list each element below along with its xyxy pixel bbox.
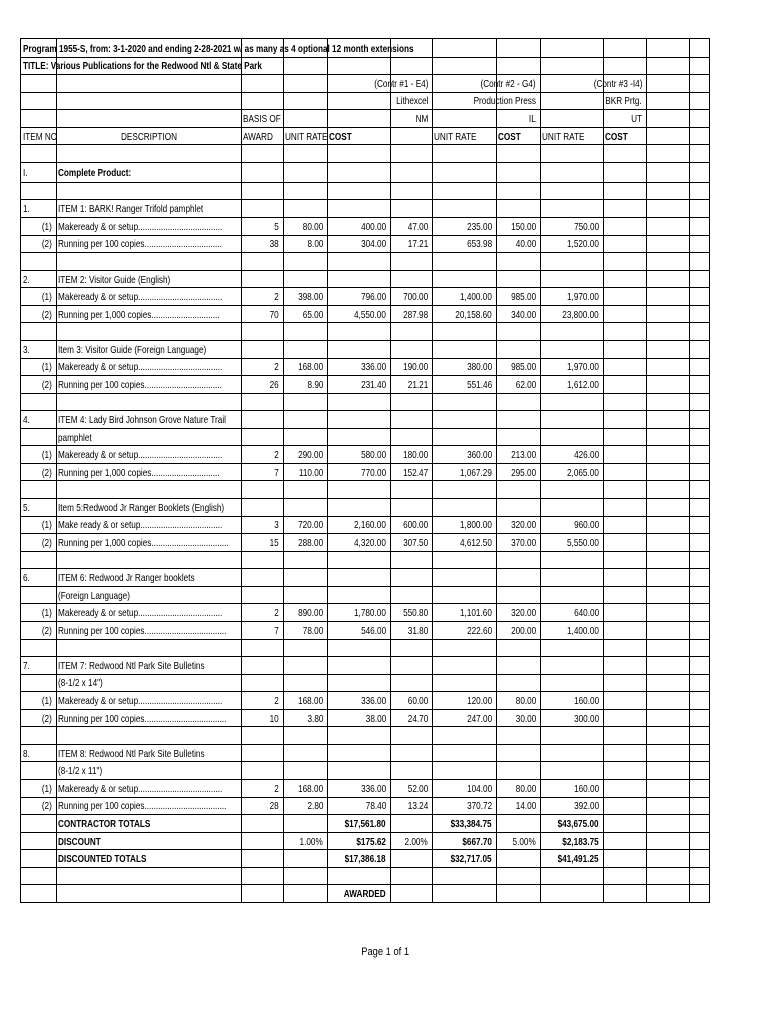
contractor-2-unit-rate: 31.80 xyxy=(407,624,428,637)
item-number: 3. xyxy=(23,343,30,356)
item-title: ITEM 1: BARK! Ranger Trifold pamphlet xyxy=(58,203,204,216)
basis-of-award: 2 xyxy=(274,782,279,795)
basis-of-award: 7 xyxy=(274,466,279,479)
row-divider xyxy=(21,884,709,885)
basis-of-award: 2 xyxy=(274,361,279,374)
line-description: Running per 1,000 copies.............................. xyxy=(58,308,220,321)
line-description: Running per 100 copies.................................... xyxy=(58,624,227,637)
row-divider xyxy=(21,533,709,534)
basis-of-award: 38 xyxy=(269,238,279,251)
contractor-3-cost: 160.00 xyxy=(573,695,599,708)
contractor-2-unit-rate: 47.00 xyxy=(407,220,428,233)
row-divider xyxy=(21,551,709,552)
line-description: Makeready & or setup..................................... xyxy=(58,782,223,795)
basis-of-header: BASIS OF xyxy=(243,113,281,126)
row-divider xyxy=(21,322,709,323)
contractor-3-unit-rate: 340.00 xyxy=(510,308,536,321)
basis-of-award: 10 xyxy=(269,712,279,725)
basis-of-award: 2 xyxy=(274,695,279,708)
column-divider xyxy=(432,39,433,902)
program-line: Program 1955-S, from: 3-1-2020 and ending 2-28-2021 w/ as many as 4 optional 12 month extensions xyxy=(23,42,414,55)
contractor-2-contract: (Contr #2 - G4) xyxy=(480,77,536,90)
basis-of-award: 28 xyxy=(269,800,279,813)
row-divider xyxy=(21,832,709,833)
description-header: DESCRIPTION xyxy=(120,130,177,143)
column-divider xyxy=(241,39,242,902)
column-divider xyxy=(390,39,391,902)
contractor-2-cost: 551.46 xyxy=(466,378,492,391)
row-divider xyxy=(21,797,709,798)
contractor-1-cost: 336.00 xyxy=(360,782,386,795)
contractor-2-discount-rate: 2.00% xyxy=(404,835,428,848)
award-header: AWARD xyxy=(243,130,273,143)
line-number: (2) xyxy=(41,378,52,391)
line-description: Running per 1,000 copies.............................. xyxy=(58,466,220,479)
row-divider xyxy=(21,480,709,481)
contractor-1-cost: 546.00 xyxy=(360,624,386,637)
basis-of-award: 15 xyxy=(269,536,279,549)
contractor-3-cost: 1,970.00 xyxy=(567,361,599,374)
contractor-1-cost: 4,550.00 xyxy=(354,308,386,321)
awarded-marker: AWARDED xyxy=(344,888,386,901)
line-description: Makeready & or setup..................................... xyxy=(58,361,223,374)
item-number: 2. xyxy=(23,273,30,286)
contractor-3-total: $43,675.00 xyxy=(558,817,599,830)
column-divider xyxy=(689,39,690,902)
contractor-3-cost: 640.00 xyxy=(573,607,599,620)
line-description: Makeready & or setup..................................... xyxy=(58,607,223,620)
contractor-2-cost: 653.98 xyxy=(466,238,492,251)
contractor-1-cost: 78.40 xyxy=(365,800,386,813)
contractor-1-unit-rate: 288.00 xyxy=(297,536,323,549)
row-divider xyxy=(21,674,709,675)
contractor-3-cost: 1,520.00 xyxy=(567,238,599,251)
row-divider xyxy=(21,779,709,780)
contractor-1-cost: 336.00 xyxy=(360,361,386,374)
spreadsheet-grid xyxy=(21,39,709,902)
contractor-2-unit-rate: 17.21 xyxy=(407,238,428,251)
row-divider xyxy=(21,603,709,604)
contractor-1-unit-rate: 720.00 xyxy=(297,519,323,532)
row-divider xyxy=(21,340,709,341)
contractor-3-discounted-total: $41,491.25 xyxy=(558,853,599,866)
section-number: I. xyxy=(23,166,28,179)
contractor-2-unit-rate: 307.50 xyxy=(402,536,428,549)
contractor-2-unit-rate: 13.24 xyxy=(407,800,428,813)
row-divider xyxy=(21,428,709,429)
contractor-1-cost: 580.00 xyxy=(360,449,386,462)
contractor-3-unit-rate: 62.00 xyxy=(515,378,536,391)
contractor-3-cost: 23,800.00 xyxy=(562,308,599,321)
contractor-2-cost: 247.00 xyxy=(466,712,492,725)
contractor-2-name: Production Press xyxy=(473,95,536,108)
bid-tabulation-sheet xyxy=(20,38,710,903)
unit-rate-header: UNIT RATE xyxy=(434,130,477,143)
row-divider xyxy=(21,761,709,762)
contractor-2-state: IL xyxy=(529,113,536,126)
row-divider xyxy=(21,867,709,868)
contractor-1-cost: 1,780.00 xyxy=(354,607,386,620)
row-divider xyxy=(21,568,709,569)
row-divider xyxy=(21,270,709,271)
contractor-2-cost: 235.00 xyxy=(466,220,492,233)
contractor-1-unit-rate: 2.80 xyxy=(307,800,323,813)
contractor-1-unit-rate: 8.00 xyxy=(307,238,323,251)
row-divider xyxy=(21,144,709,145)
contractor-2-discounted-total: $32,717.05 xyxy=(451,853,492,866)
discount-label: DISCOUNT xyxy=(58,835,101,848)
contractor-2-cost: 380.00 xyxy=(466,361,492,374)
contractor-1-total: $17,561.80 xyxy=(345,817,386,830)
contractor-3-unit-rate: 14.00 xyxy=(515,800,536,813)
contractor-3-unit-rate: 40.00 xyxy=(515,238,536,251)
row-divider xyxy=(21,252,709,253)
contractor-3-cost: 750.00 xyxy=(573,220,599,233)
contractor-2-cost: 370.72 xyxy=(466,800,492,813)
contractor-2-unit-rate: 190.00 xyxy=(402,361,428,374)
row-divider xyxy=(21,393,709,394)
row-divider xyxy=(21,305,709,306)
contractor-2-unit-rate: 550.80 xyxy=(402,607,428,620)
basis-of-award: 2 xyxy=(274,291,279,304)
contractor-1-unit-rate: 890.00 xyxy=(297,607,323,620)
line-description: Running per 1,000 copies.................................. xyxy=(58,536,229,549)
contractor-3-cost: 1,400.00 xyxy=(567,624,599,637)
contractor-2-unit-rate: 52.00 xyxy=(407,782,428,795)
column-divider xyxy=(603,39,604,902)
contractor-1-cost: 231.40 xyxy=(360,378,386,391)
line-number: (2) xyxy=(41,712,52,725)
contractor-1-discounted-total: $17,386.18 xyxy=(345,853,386,866)
contractor-totals-label: CONTRACTOR TOTALS xyxy=(58,817,151,830)
contractor-3-unit-rate: 985.00 xyxy=(510,291,536,304)
row-divider xyxy=(21,410,709,411)
basis-of-award: 5 xyxy=(274,220,279,233)
contractor-3-unit-rate: 150.00 xyxy=(510,220,536,233)
contractor-3-unit-rate: 320.00 xyxy=(510,607,536,620)
line-number: (2) xyxy=(41,466,52,479)
contractor-1-cost: 2,160.00 xyxy=(354,519,386,532)
row-divider xyxy=(21,586,709,587)
contractor-1-contract: (Contr #1 - E4) xyxy=(373,77,428,90)
row-divider xyxy=(21,57,709,58)
contractor-1-unit-rate: 80.00 xyxy=(302,220,323,233)
line-description: Makeready & or setup..................................... xyxy=(58,695,223,708)
contractor-1-unit-rate: 8.90 xyxy=(307,378,323,391)
row-divider xyxy=(21,358,709,359)
contractor-2-unit-rate: 60.00 xyxy=(407,695,428,708)
row-divider xyxy=(21,375,709,376)
unit-rate-header: UNIT RATE xyxy=(542,130,585,143)
row-divider xyxy=(21,639,709,640)
row-divider xyxy=(21,217,709,218)
line-description: Running per 100 copies.................................... xyxy=(58,712,227,725)
title-line: TITLE: Various Publications for the Redwood Ntl & State Park xyxy=(23,60,262,73)
item-number: 6. xyxy=(23,572,30,585)
row-divider xyxy=(21,182,709,183)
row-divider xyxy=(21,92,709,93)
line-description: Running per 100 copies.................................. xyxy=(58,238,222,251)
contractor-1-cost: 336.00 xyxy=(360,695,386,708)
contractor-2-unit-rate: 21.21 xyxy=(407,378,428,391)
column-divider xyxy=(646,39,647,902)
contractor-1-unit-rate: 168.00 xyxy=(297,361,323,374)
contractor-1-cost: 4,320.00 xyxy=(354,536,386,549)
contractor-1-cost: 38.00 xyxy=(365,712,386,725)
row-divider xyxy=(21,74,709,75)
line-number: (1) xyxy=(41,695,52,708)
item-title: ITEM 7: Redwood Ntl Park Site Bulletins xyxy=(58,659,205,672)
contractor-1-unit-rate: 110.00 xyxy=(298,466,323,479)
line-description: Makeready & or setup..................................... xyxy=(58,220,223,233)
contractor-3-cost: 300.00 xyxy=(573,712,599,725)
line-description: Makeready & or setup..................................... xyxy=(58,291,223,304)
row-divider xyxy=(21,516,709,517)
line-number: (2) xyxy=(41,624,52,637)
line-number: (1) xyxy=(41,519,52,532)
contractor-3-cost: 392.00 xyxy=(573,800,599,813)
row-divider xyxy=(21,445,709,446)
item-title: (8-1/2 x 14") xyxy=(58,677,103,690)
row-divider xyxy=(21,744,709,745)
line-number: (2) xyxy=(41,308,52,321)
contractor-2-cost: 4,612.50 xyxy=(460,536,492,549)
item-number: 7. xyxy=(23,659,30,672)
row-divider xyxy=(21,849,709,850)
line-number: (1) xyxy=(41,361,52,374)
contractor-3-unit-rate: 80.00 xyxy=(515,695,536,708)
unit-rate-header: UNIT RATE xyxy=(285,130,328,143)
row-divider xyxy=(21,235,709,236)
contractor-1-state: NM xyxy=(415,113,428,126)
contractor-3-unit-rate: 295.00 xyxy=(510,466,536,479)
contractor-1-unit-rate: 78.00 xyxy=(302,624,323,637)
row-divider xyxy=(21,656,709,657)
contractor-3-cost: 960.00 xyxy=(573,519,599,532)
page-number: Page 1 of 1 xyxy=(361,946,409,958)
contractor-2-cost: 1,800.00 xyxy=(460,519,492,532)
contractor-3-cost: 2,065.00 xyxy=(567,466,599,479)
line-description: Running per 100 copies.................................. xyxy=(58,378,222,391)
contractor-3-name: BKR Prtg. xyxy=(605,95,642,108)
item-title: (8-1/2 x 11") xyxy=(58,765,103,778)
row-divider xyxy=(21,109,709,110)
line-number: (1) xyxy=(41,607,52,620)
contractor-1-cost: 796.00 xyxy=(360,291,386,304)
cost-header: COST xyxy=(605,130,628,143)
contractor-3-contract: (Contr #3 -I4) xyxy=(593,77,642,90)
contractor-2-unit-rate: 180.00 xyxy=(402,449,428,462)
row-divider xyxy=(21,162,709,163)
line-number: (1) xyxy=(41,449,52,462)
contractor-2-cost: 1,400.00 xyxy=(460,291,492,304)
row-divider xyxy=(21,127,709,128)
row-divider xyxy=(21,498,709,499)
contractor-2-cost: 120.00 xyxy=(466,695,492,708)
contractor-2-unit-rate: 700.00 xyxy=(402,291,428,304)
contractor-1-unit-rate: 398.00 xyxy=(297,291,323,304)
contractor-3-unit-rate: 200.00 xyxy=(510,624,536,637)
contractor-2-cost: 222.60 xyxy=(466,624,492,637)
contractor-2-total: $33,384.75 xyxy=(451,817,492,830)
contractor-1-unit-rate: 168.00 xyxy=(297,695,323,708)
contractor-1-unit-rate: 3.80 xyxy=(307,712,323,725)
contractor-2-cost: 1,067.29 xyxy=(460,466,492,479)
item-title: ITEM 8: Redwood Ntl Park Site Bulletins xyxy=(58,747,205,760)
line-number: (1) xyxy=(41,220,52,233)
contractor-2-cost: 20,158.60 xyxy=(455,308,492,321)
row-divider xyxy=(21,691,709,692)
item-number: 1. xyxy=(23,203,30,216)
contractor-3-state: UT xyxy=(631,113,642,126)
basis-of-award: 7 xyxy=(274,624,279,637)
contractor-3-cost: 426.00 xyxy=(573,449,599,462)
basis-of-award: 26 xyxy=(269,378,279,391)
contractor-2-discount: $667.70 xyxy=(462,835,492,848)
contractor-1-unit-rate: 168.00 xyxy=(297,782,323,795)
row-divider xyxy=(21,287,709,288)
item-title: ITEM 2: Visitor Guide (English) xyxy=(58,273,171,286)
column-divider xyxy=(540,39,541,902)
column-divider xyxy=(327,39,328,902)
column-divider xyxy=(56,39,57,902)
contractor-3-cost: 5,550.00 xyxy=(567,536,599,549)
contractor-3-discount: $2,183.75 xyxy=(562,835,599,848)
item-title: (Foreign Language) xyxy=(58,589,130,602)
row-divider xyxy=(21,463,709,464)
line-number: (1) xyxy=(41,782,52,795)
line-description: Make ready & or setup.................................... xyxy=(58,519,223,532)
row-divider xyxy=(21,726,709,727)
basis-of-award: 2 xyxy=(274,607,279,620)
line-number: (1) xyxy=(41,291,52,304)
item-number: 4. xyxy=(23,414,30,426)
line-number: (2) xyxy=(41,238,52,251)
row-divider xyxy=(21,621,709,622)
contractor-2-cost: 104.00 xyxy=(466,782,492,795)
column-divider xyxy=(283,39,284,902)
contractor-1-discount-rate: 1.00% xyxy=(299,835,323,848)
discounted-totals-label: DISCOUNTED TOTALS xyxy=(58,853,147,866)
contractor-1-unit-rate: 290.00 xyxy=(297,449,323,462)
item-number: 5. xyxy=(23,501,30,514)
contractor-1-discount: $175.62 xyxy=(356,835,386,848)
contractor-1-cost: 304.00 xyxy=(360,238,386,251)
page-footer xyxy=(0,946,770,958)
row-divider xyxy=(21,709,709,710)
item-title: ITEM 6: Redwood Jr Ranger booklets xyxy=(58,572,195,585)
contractor-2-unit-rate: 287.98 xyxy=(402,308,428,321)
contractor-1-cost: 770.00 xyxy=(360,466,386,479)
line-description: Running per 100 copies.................................... xyxy=(58,800,227,813)
line-description: Makeready & or setup..................................... xyxy=(58,449,223,462)
contractor-3-cost: 1,612.00 xyxy=(567,378,599,391)
contractor-2-cost: 1,101.60 xyxy=(460,607,492,620)
contractor-3-cost: 160.00 xyxy=(573,782,599,795)
row-divider xyxy=(21,814,709,815)
contractor-1-unit-rate: 65.00 xyxy=(302,308,323,321)
item-title: Item 3: Visitor Guide (Foreign Language) xyxy=(58,343,207,356)
section-title: Complete Product: xyxy=(58,166,132,179)
basis-of-award: 2 xyxy=(274,449,279,462)
line-number: (2) xyxy=(41,536,52,549)
contractor-2-unit-rate: 600.00 xyxy=(402,519,428,532)
cost-header: COST xyxy=(329,130,352,143)
item-title: Item 5:Redwood Jr Ranger Booklets (English) xyxy=(58,501,225,514)
contractor-3-discount-rate: 5.00% xyxy=(512,835,536,848)
basis-of-award: 3 xyxy=(274,519,279,532)
contractor-3-unit-rate: 320.00 xyxy=(510,519,536,532)
contractor-3-unit-rate: 985.00 xyxy=(510,361,536,374)
item-no-header: ITEM NO xyxy=(23,130,58,143)
contractor-3-unit-rate: 30.00 xyxy=(515,712,536,725)
contractor-3-unit-rate: 80.00 xyxy=(515,782,536,795)
contractor-1-cost: 400.00 xyxy=(360,220,386,233)
cost-header: COST xyxy=(498,130,521,143)
contractor-2-unit-rate: 152.47 xyxy=(402,466,428,479)
contractor-1-name: Lithexcel xyxy=(395,95,428,108)
item-title: pamphlet xyxy=(58,431,92,444)
contractor-3-cost: 1,970.00 xyxy=(567,291,599,304)
contractor-2-unit-rate: 24.70 xyxy=(407,712,428,725)
contractor-3-unit-rate: 370.00 xyxy=(510,536,536,549)
column-divider xyxy=(496,39,497,902)
line-number: (2) xyxy=(41,800,52,813)
contractor-3-unit-rate: 213.00 xyxy=(510,449,536,462)
row-divider xyxy=(21,199,709,200)
basis-of-award: 70 xyxy=(269,308,279,321)
item-title: ITEM 4: Lady Bird Johnson Grove Nature Trail xyxy=(58,414,226,426)
contractor-2-cost: 360.00 xyxy=(466,449,492,462)
item-number: 8. xyxy=(23,747,30,760)
